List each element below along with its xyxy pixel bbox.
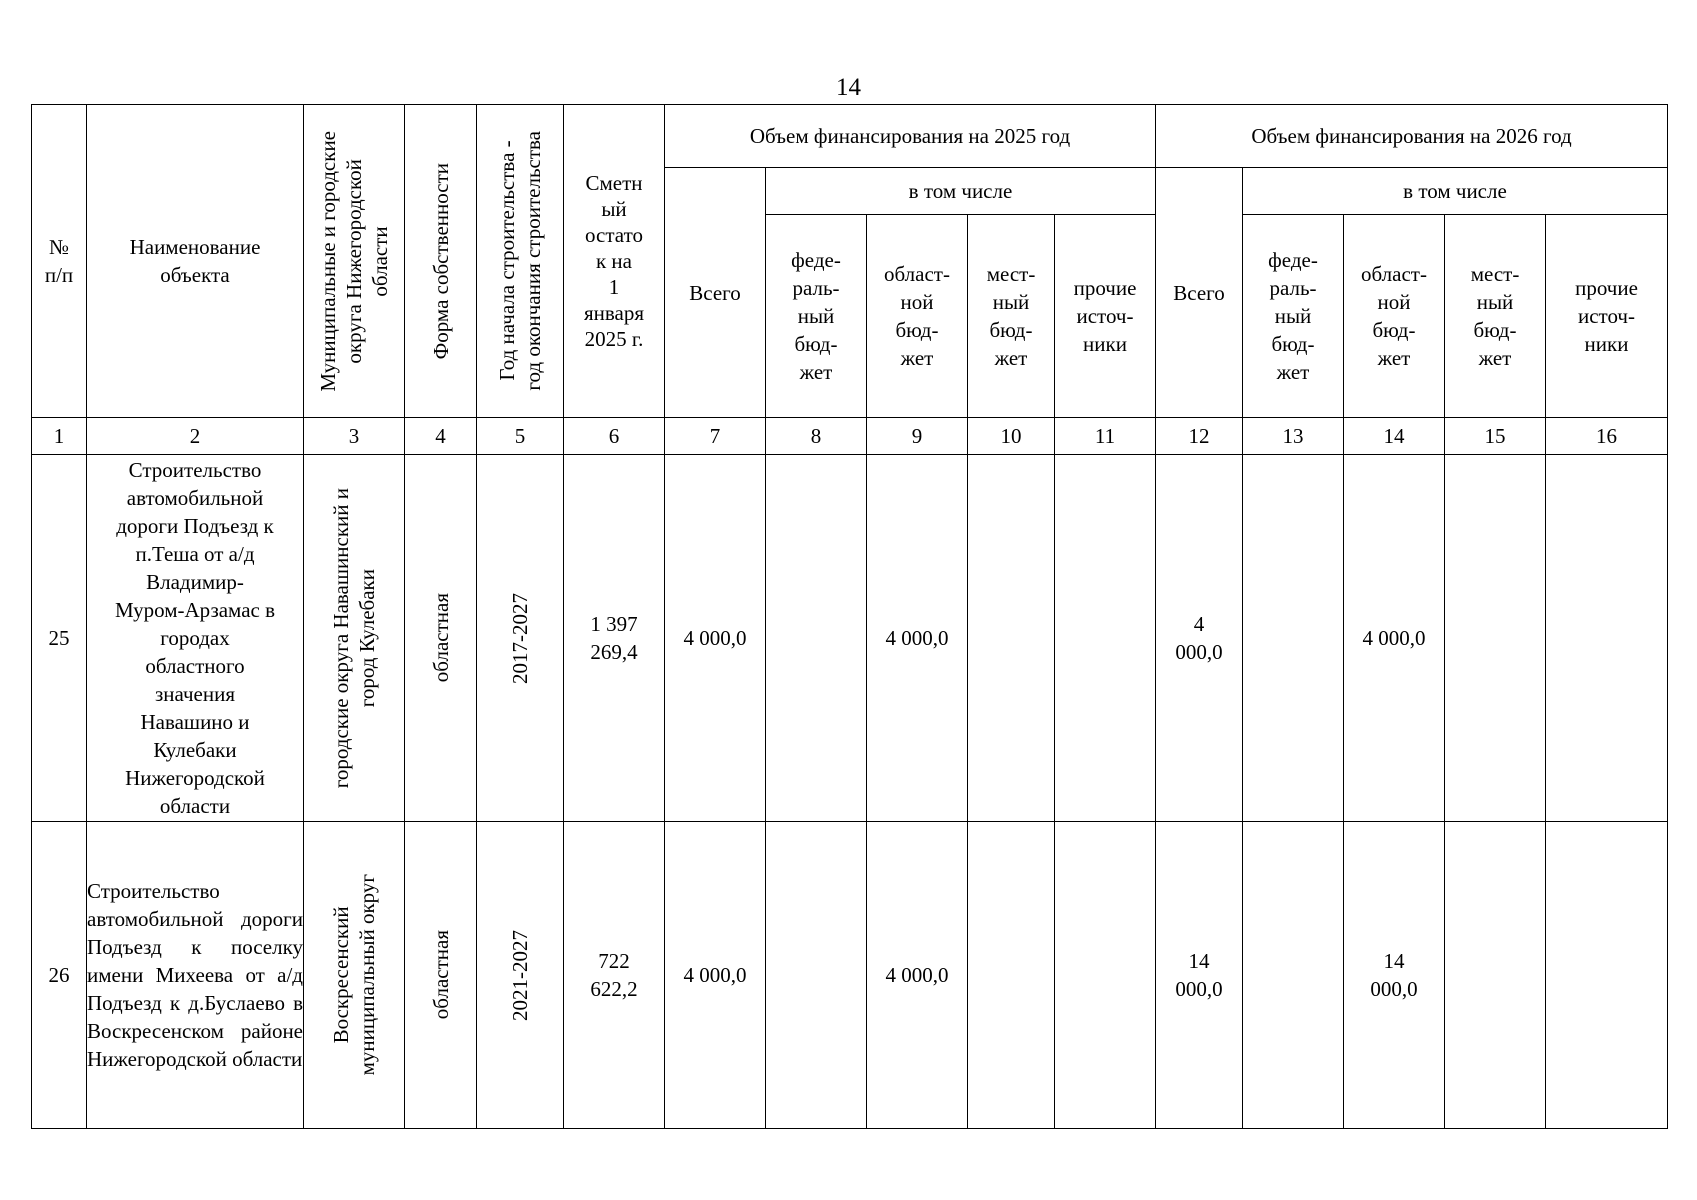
- column-number: 12: [1156, 418, 1243, 455]
- ownership: областная: [428, 930, 453, 1020]
- other-2025: [1055, 822, 1156, 1129]
- other-2026: [1546, 822, 1668, 1129]
- column-number: 2: [87, 418, 304, 455]
- federal-2026: [1243, 455, 1344, 822]
- other-2025: [1055, 455, 1156, 822]
- local-2026: [1445, 822, 1546, 1129]
- column-number: 10: [968, 418, 1055, 455]
- object-name-cell: [87, 822, 304, 1129]
- header-estimated-balance: Сметн ый остато к на 1 января 2025 г.: [564, 105, 665, 418]
- header-ownership-text: Форма собственности: [428, 162, 453, 360]
- object-name-cell: [87, 455, 304, 822]
- header-including-2026: в том числе: [1243, 168, 1668, 215]
- ownership-cell: [405, 455, 477, 822]
- estimated-balance: 1 397 269,4: [564, 455, 665, 822]
- years-cell: [477, 455, 564, 822]
- column-number-row: [32, 418, 1668, 455]
- header-municipality-text: Муниципальные и городские округа Нижегородской области: [316, 130, 392, 392]
- column-number: 14: [1344, 418, 1445, 455]
- federal-2025: [766, 822, 867, 1129]
- local-2025: [968, 822, 1055, 1129]
- header-municipality: [304, 105, 405, 418]
- total-2026: 14 000,0: [1156, 822, 1243, 1129]
- estimated-balance: 722 622,2: [564, 822, 665, 1129]
- header-financing-2025: Объем финансирования на 2025 год: [665, 105, 1156, 168]
- construction-years: 2021-2027: [508, 929, 532, 1021]
- table-row: [32, 455, 1668, 822]
- header-local-2026: мест- ный бюд- жет: [1445, 215, 1546, 418]
- header-years-text: Год начала строительства - год окончания строительства: [495, 131, 545, 391]
- header-ownership: [405, 105, 477, 418]
- column-number: 1: [32, 418, 87, 455]
- column-number: 9: [867, 418, 968, 455]
- column-number: 8: [766, 418, 867, 455]
- federal-2025: [766, 455, 867, 822]
- column-number: 7: [665, 418, 766, 455]
- header-object-name: Наименование объекта: [87, 105, 304, 418]
- header-federal-2025: феде- раль- ный бюд- жет: [766, 215, 867, 418]
- header-regional-2026: област- ной бюд- жет: [1344, 215, 1445, 418]
- total-2026: 4 000,0: [1156, 455, 1243, 822]
- header-financing-2026: Объем финансирования на 2026 год: [1156, 105, 1668, 168]
- header-total-2025: Всего: [665, 168, 766, 418]
- construction-years: 2017-2027: [508, 592, 532, 684]
- column-number: 4: [405, 418, 477, 455]
- row-number: 26: [32, 822, 87, 1129]
- header-federal-2026: феде- раль- ный бюд- жет: [1243, 215, 1344, 418]
- column-number: 5: [477, 418, 564, 455]
- municipality: Воскресенский муниципальный округ: [329, 874, 379, 1076]
- header-other-2026: прочие источ- ники: [1546, 215, 1668, 418]
- row-number: 25: [32, 455, 87, 822]
- other-2026: [1546, 455, 1668, 822]
- column-number: 16: [1546, 418, 1668, 455]
- regional-2026: 4 000,0: [1344, 455, 1445, 822]
- financing-table: [31, 104, 1668, 1129]
- page-number: 14: [836, 74, 861, 101]
- column-number: 15: [1445, 418, 1546, 455]
- total-2025: 4 000,0: [665, 455, 766, 822]
- header-row-1: [32, 105, 1668, 168]
- regional-2025: 4 000,0: [867, 455, 968, 822]
- years-cell: [477, 822, 564, 1129]
- municipality-cell: [304, 455, 405, 822]
- federal-2026: [1243, 822, 1344, 1129]
- local-2026: [1445, 455, 1546, 822]
- table-row: [32, 822, 1668, 1129]
- municipality: городские округа Навашинский и город Кулебаки: [329, 487, 379, 789]
- municipality-cell: [304, 822, 405, 1129]
- column-number: 11: [1055, 418, 1156, 455]
- object-name: Строительство автомобильной дороги Подъезд к п.Теша от а/д Владимир- Муром-Арзамас в городах областного значения Навашино и Кулебаки Нижегородской области: [114, 458, 276, 818]
- header-local-2025: мест- ный бюд- жет: [968, 215, 1055, 418]
- header-including-2025: в том числе: [766, 168, 1156, 215]
- header-num: № п/п: [32, 105, 87, 418]
- object-name: Строительство автомобильной дороги Подъезд к поселку имени Михеева от а/д Подъезд к д.Буслаево в Воскресенском районе Нижегородской области: [87, 879, 303, 1071]
- header-years: [477, 105, 564, 418]
- header-total-2026: Всего: [1156, 168, 1243, 418]
- ownership-cell: [405, 822, 477, 1129]
- column-number: 13: [1243, 418, 1344, 455]
- column-number: 3: [304, 418, 405, 455]
- column-number: 6: [564, 418, 665, 455]
- header-other-2025: прочие источ- ники: [1055, 215, 1156, 418]
- local-2025: [968, 455, 1055, 822]
- ownership: областная: [428, 593, 453, 683]
- regional-2026: 14 000,0: [1344, 822, 1445, 1129]
- header-regional-2025: област- ной бюд- жет: [867, 215, 968, 418]
- total-2025: 4 000,0: [665, 822, 766, 1129]
- regional-2025: 4 000,0: [867, 822, 968, 1129]
